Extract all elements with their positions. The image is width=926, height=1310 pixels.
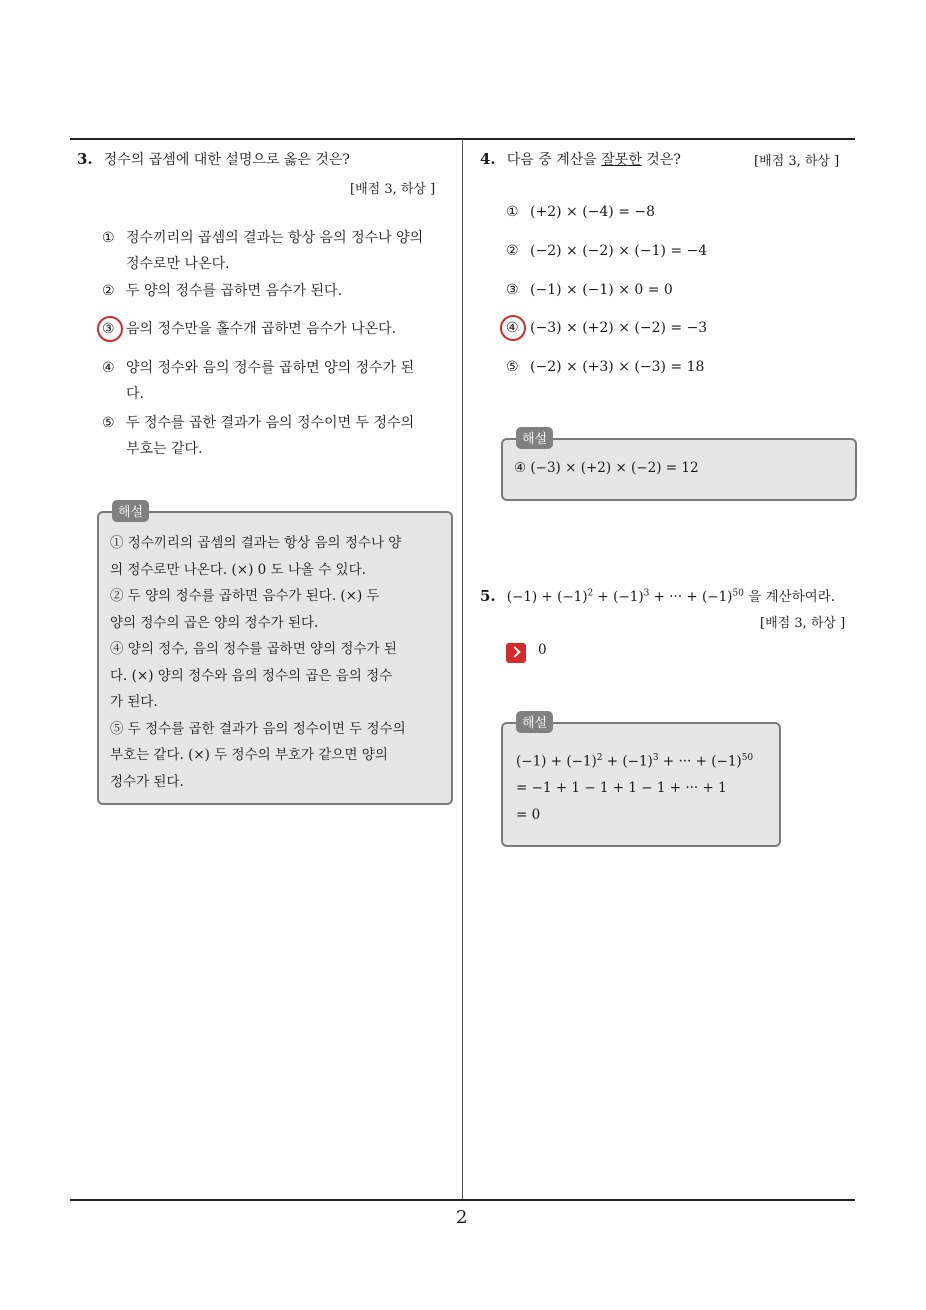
q4-explanation-text: ④ (−3) × (+2) × (−2) = 12 [514,460,699,476]
explanation-line: $(-1) + (-1)^2 + (-1)^3$ + ··· + $(-1)^{50}$ [516,753,754,770]
option-text-cont: 다. [126,386,144,402]
q4-option-1[interactable] [506,199,655,225]
q3-explanation-text [110,530,446,795]
option-mark: ③ [102,321,115,337]
option-expr: (−3) × (+2) × (−2) = −3 [530,320,708,336]
q3-option-3[interactable] [102,316,396,342]
q4-header [480,149,681,169]
page-number: 2 [456,1207,468,1228]
q5-header [480,585,835,605]
option-mark: ② [102,283,115,299]
q3-option-1[interactable] [102,225,423,277]
q4-number: 4. [480,150,496,168]
q5-text: $(-1) + (-1)^2 + (-1)^3$ + ··· + $(-1)^{50}$ 을 계산하여라. [506,588,836,605]
explanation-line: = 0 [516,806,541,823]
q3-explanation-tag: 해설 [112,500,149,522]
q3-option-4[interactable] [102,355,414,407]
q3-number: 3. [77,150,93,168]
option-text: 양의 정수와 음의 정수를 곱하면 양의 정수가 된 [126,360,415,376]
explanation-line: 부호는 같다. (×) 두 정수의 부호가 같으면 양의 [110,747,388,763]
answer-arrow-icon [506,643,526,663]
option-mark: ③ [506,282,519,298]
explanation-line: 다. (×) 양의 정수와 음의 정수의 곱은 음의 정수 [110,667,393,684]
option-text: 음의 정수만을 홀수개 곱하면 음수가 나온다. [126,321,397,337]
q5-number: 5. [480,587,496,605]
q3-option-2[interactable] [102,278,342,304]
option-mark: ⑤ [506,359,519,375]
explanation-line: ② 두 양의 정수를 곱하면 음수가 된다. (×) 두 [110,588,380,604]
q3-option-5[interactable] [102,410,414,462]
explanation-line: 정수가 된다. [110,773,184,790]
explanation-line: ④ 양의 정수, 음의 정수를 곱하면 양의 정수가 된 [110,641,397,657]
q4-text: 다음 중 계산을 잘못한 것은? [506,152,681,168]
option-expr: (−2) × (+3) × (−3) = 18 [530,359,705,375]
option-mark: ① [102,230,115,246]
q4-explanation-tag: 해설 [516,427,553,449]
q5-meta: [배점 3, 하상 ] [760,616,846,631]
option-text: 두 양의 정수를 곱하면 음수가 된다. [126,283,343,299]
explanation-line: = −1 + 1 − 1 + 1 − 1 + ··· + 1 [516,780,727,796]
q4-option-5[interactable] [506,354,704,380]
bottom-rule [70,1199,855,1201]
option-mark: ⑤ [102,415,115,431]
q4-underlined-word: 잘못한 [601,152,642,168]
explanation-line: ① 정수끼리의 곱셈의 결과는 항상 음의 정수나 양 [110,535,402,551]
option-text: 정수끼리의 곱셈의 결과는 항상 음의 정수나 양의 [126,230,424,246]
q3-meta: [배점 3, 하상 ] [350,182,436,197]
explanation-line: ⑤ 두 정수를 곱한 결과가 음의 정수이면 두 정수의 [110,720,406,737]
option-mark: ② [506,243,519,259]
option-text-cont: 부호는 같다. [126,441,203,457]
q5-explanation-tag: 해설 [516,711,553,733]
q4-option-2[interactable] [506,238,707,264]
q3-text: 정수의 곱셈에 대한 설명으로 옳은 것은? [103,152,350,168]
explanation-line: 의 정수로만 나온다. (×) 0 도 나올 수 있다. [110,561,366,578]
option-expr: (+2) × (−4) = −8 [530,204,656,220]
option-expr: (−2) × (−2) × (−1) = −4 [530,243,708,259]
q3-header [77,149,350,169]
option-text-cont: 정수로만 나온다. [126,256,230,272]
q4-option-4[interactable] [506,315,707,341]
option-mark: ④ [102,360,115,376]
q5-explanation-text [516,745,753,828]
option-mark: ④ [506,320,519,336]
q4-meta: [배점 3, 하상 ] [754,154,840,169]
explanation-line: 양의 정수의 곱은 양의 정수가 된다. [110,614,319,631]
option-mark: ① [506,204,519,220]
column-divider [462,139,463,1201]
explanation-line: 가 된다. [110,694,158,710]
q5-answer: 0 [538,642,547,658]
option-expr: (−1) × (−1) × 0 = 0 [530,282,673,298]
q4-option-3[interactable] [506,277,673,303]
option-text: 두 정수를 곱한 결과가 음의 정수이면 두 정수의 [126,415,415,431]
